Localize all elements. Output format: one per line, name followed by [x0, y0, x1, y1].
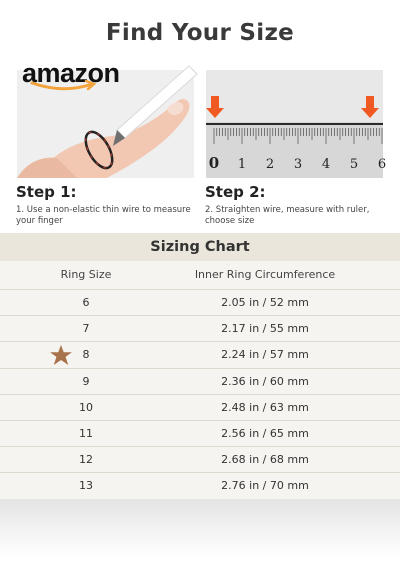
ruler-photo [206, 70, 387, 178]
ring-size-cell: 8 [82, 348, 90, 362]
circumference-cell: 2.05 in / 52 mm [221, 296, 309, 309]
ring-size-cell: 13 [79, 479, 93, 493]
table-row [0, 473, 400, 499]
table-row [0, 342, 400, 368]
table-row [0, 316, 400, 342]
step-2-description: 2. Straighten wire, measure with ruler, choose size [205, 205, 370, 226]
ruler-number: 6 [377, 157, 387, 172]
bottom-shadow [0, 499, 400, 571]
circumference-cell: 2.17 in / 55 mm [221, 322, 309, 336]
circumference-cell: 2.24 in / 57 mm [221, 348, 309, 362]
ruler-number: 3 [293, 157, 303, 172]
table-row [0, 369, 400, 395]
header-circumference: Inner Ring Circumference [194, 268, 336, 281]
ruler-number: 4 [321, 157, 331, 172]
ruler-number: 1 [237, 157, 247, 172]
ruler-number: 5 [349, 157, 359, 172]
ruler-number: 2 [265, 157, 275, 172]
ring-size-cell: 7 [82, 322, 90, 336]
amazon-smile-icon [30, 80, 100, 94]
sizing-chart-title: Sizing Chart [0, 233, 400, 261]
ring-size-cell: 10 [79, 400, 93, 414]
step-1-title: Step 1: [16, 183, 77, 201]
table-row [0, 421, 400, 447]
ruler-number: 0 [208, 154, 220, 172]
step-1-description: 1. Use a non-elastic thin wire to measure your finger [16, 205, 191, 226]
ring-size-cell: 12 [79, 453, 93, 467]
ring-size-cell: 9 [82, 374, 90, 388]
sizing-chart [0, 233, 400, 499]
table-row [0, 290, 400, 316]
ring-size-cell: 6 [82, 296, 90, 309]
step-2-title: Step 2: [205, 183, 266, 201]
table-header [0, 261, 400, 290]
page-title: Find Your Size [105, 20, 295, 46]
circumference-cell: 2.56 in / 65 mm [221, 426, 309, 440]
table-row [0, 395, 400, 421]
circumference-cell: 2.36 in / 60 mm [221, 374, 309, 388]
circumference-cell: 2.68 in / 68 mm [221, 453, 309, 467]
ring-size-cell: 11 [79, 426, 93, 440]
circumference-cell: 2.48 in / 63 mm [221, 400, 309, 414]
table-row [0, 447, 400, 473]
amazon-logo: amazon [22, 58, 120, 88]
header-ring-size: Ring Size [60, 268, 112, 281]
circumference-cell: 2.76 in / 70 mm [221, 479, 309, 493]
